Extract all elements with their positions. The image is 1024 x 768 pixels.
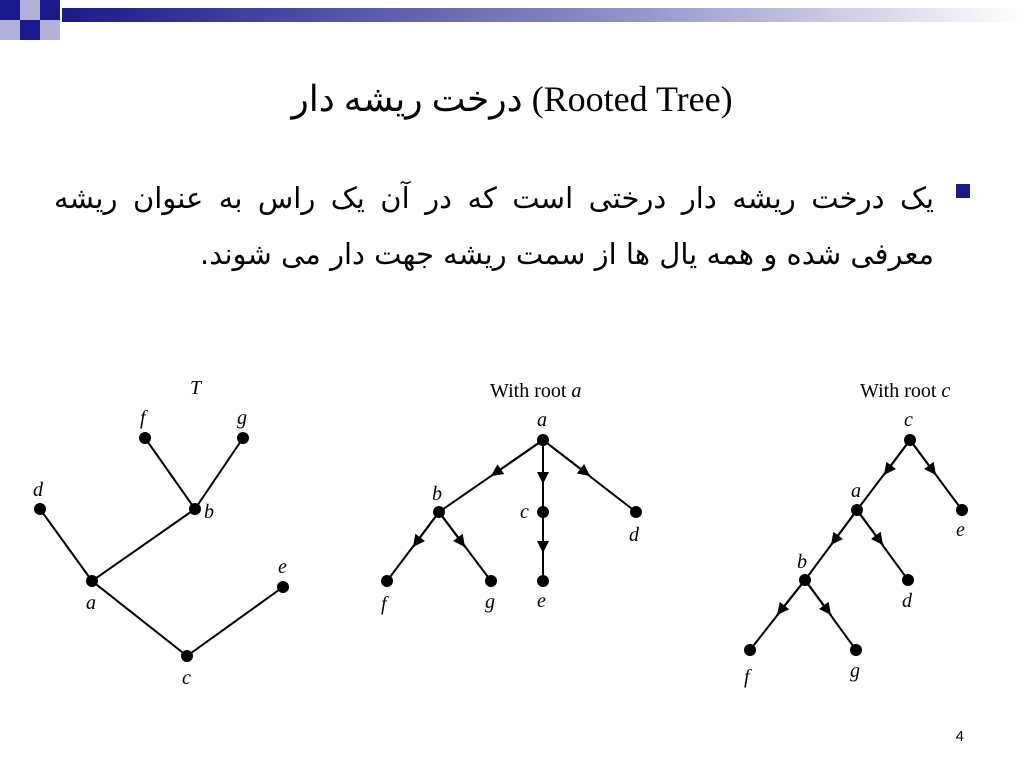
arrow-a-b	[491, 440, 543, 476]
label-g: g	[485, 591, 495, 613]
node-d	[34, 503, 46, 515]
node-a	[537, 434, 549, 446]
arrow-a-b	[831, 510, 857, 545]
title-english: (Rooted Tree)	[531, 79, 733, 119]
edge-f-b	[145, 438, 195, 509]
node-a	[851, 504, 863, 516]
square-bullet-icon	[956, 184, 970, 198]
edge-g-b	[195, 438, 243, 509]
slide-title	[0, 78, 1024, 120]
label-f: f	[381, 593, 387, 615]
rooted-tree-diagrams	[0, 360, 1024, 720]
node-c	[537, 506, 549, 518]
node-b	[189, 503, 201, 515]
node-g	[850, 644, 862, 656]
node-c	[904, 434, 916, 446]
label-b: b	[432, 483, 442, 505]
tree-t	[33, 377, 289, 689]
tree-root-a	[381, 380, 642, 615]
label-g: g	[850, 660, 860, 682]
node-g	[485, 575, 497, 587]
node-a	[86, 575, 98, 587]
label-c: c	[904, 409, 913, 431]
arrow-c-a	[884, 440, 910, 475]
edge-a-c	[92, 581, 187, 656]
arrow-c-e	[910, 440, 936, 475]
node-d	[902, 574, 914, 586]
node-e	[277, 581, 289, 593]
tree-root-a-caption: With root a	[490, 380, 582, 402]
label-g: g	[237, 407, 247, 429]
page-number: 4	[955, 728, 964, 745]
node-f	[744, 644, 756, 656]
node-f	[139, 432, 151, 444]
tree-t-caption: T	[190, 377, 202, 399]
arrow-b-f	[413, 512, 439, 547]
arrow-b-f	[777, 580, 805, 615]
label-a: a	[851, 480, 861, 502]
node-f	[381, 575, 393, 587]
arrow-a-d	[543, 440, 590, 476]
node-d	[630, 506, 642, 518]
node-c	[181, 650, 193, 662]
arrow-a-d	[857, 510, 883, 545]
tree-root-c-caption: With root c	[860, 380, 951, 402]
label-e: e	[278, 556, 287, 578]
node-g	[237, 432, 249, 444]
tree-root-c	[744, 380, 968, 688]
label-f: f	[140, 407, 146, 429]
node-b	[799, 574, 811, 586]
label-d: d	[629, 524, 639, 546]
node-e	[956, 504, 968, 516]
arrow-b-g	[805, 580, 831, 615]
label-b: b	[797, 551, 807, 573]
label-f: f	[744, 666, 750, 688]
label-a: a	[537, 409, 547, 431]
label-e: e	[537, 590, 546, 612]
label-c: c	[520, 501, 529, 523]
edge-b-a	[92, 509, 195, 581]
title-persian: درخت ریشه دار	[291, 79, 523, 119]
label-a: a	[86, 592, 96, 614]
node-b	[433, 506, 445, 518]
edge-e-c	[187, 587, 283, 656]
edge-d-a	[40, 509, 92, 581]
label-c: c	[182, 667, 191, 689]
header-decoration	[0, 0, 1024, 48]
label-b: b	[204, 501, 214, 523]
label-d: d	[33, 479, 43, 501]
label-d: d	[902, 590, 912, 612]
node-e	[537, 575, 549, 587]
label-e: e	[956, 519, 965, 541]
bullet-text: یک درخت ریشه دار درختی است که در آن یک راس به عنوان ریشه معرفی شده و همه یال ها از سمت ریشه جهت دار می شوند.	[54, 181, 934, 271]
arrow-b-g	[439, 512, 465, 547]
